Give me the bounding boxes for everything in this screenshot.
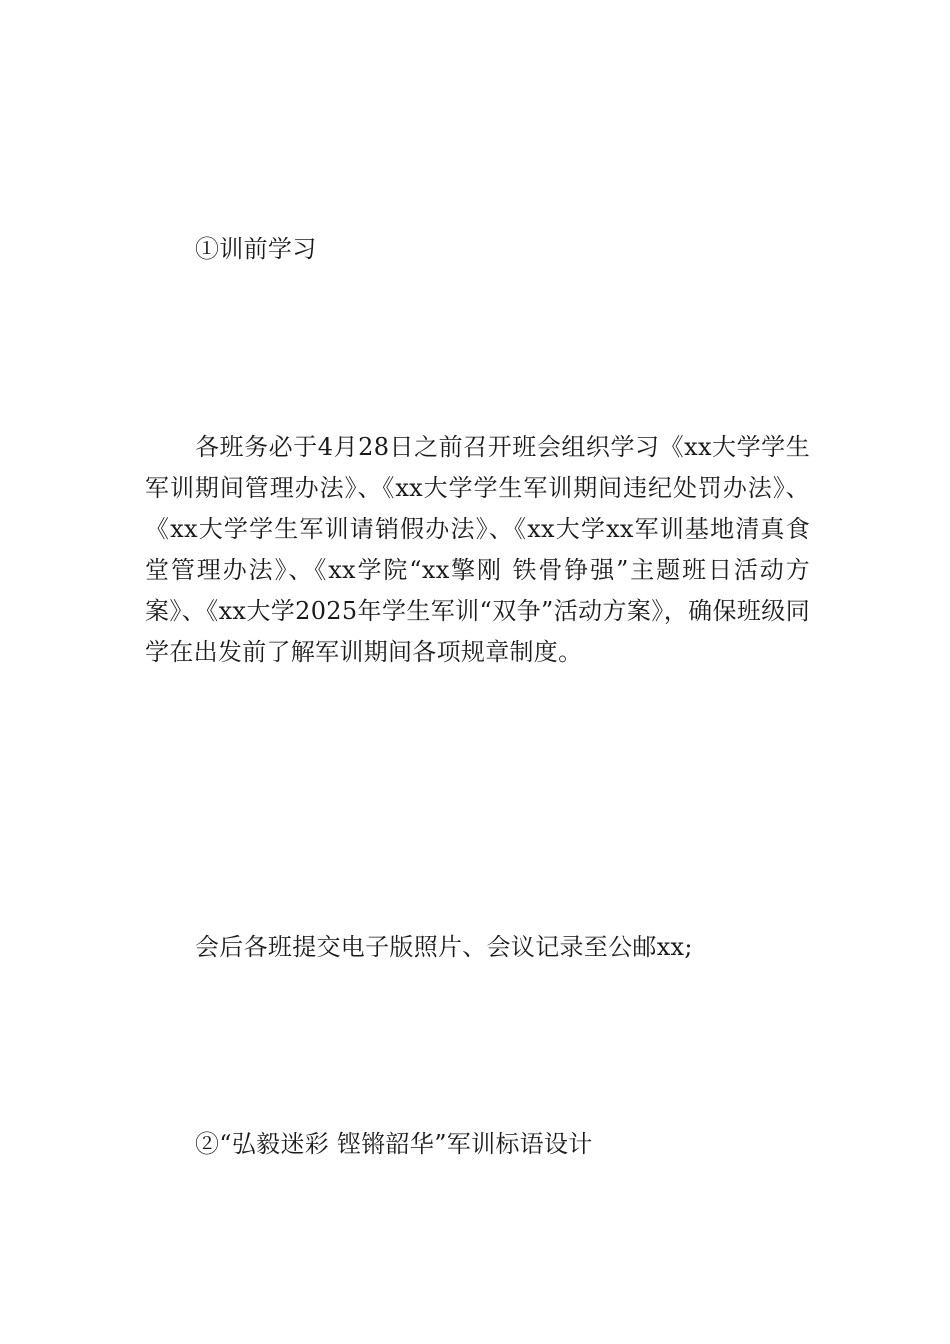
section-heading-pretraining-study: ①训前学习: [195, 235, 317, 263]
body-paragraph-submission: 会后各班提交电子版照片、会议记录至公邮xx;: [195, 933, 693, 961]
section-heading-slogan-design: ②“弘毅迷彩 铿锵韶华”军训标语设计: [195, 1130, 593, 1158]
body-paragraph-study-requirements: 各班务必于4月28日之前召开班会组织学习《xx大学学生军训期间管理办法》、《xx大学学生军训期间违纪处罚办法》、《xx大学学生军训请销假办法》、《xx大学xx军训基地清真食堂管理办法》、《xx学院“xx擎刚 铁骨铮强”主题班日活动方案》、《xx大学2025年学生军训“双争”活动方案》，确保班级同学在出发前了解军训期间各项规章制度。: [145, 433, 810, 666]
